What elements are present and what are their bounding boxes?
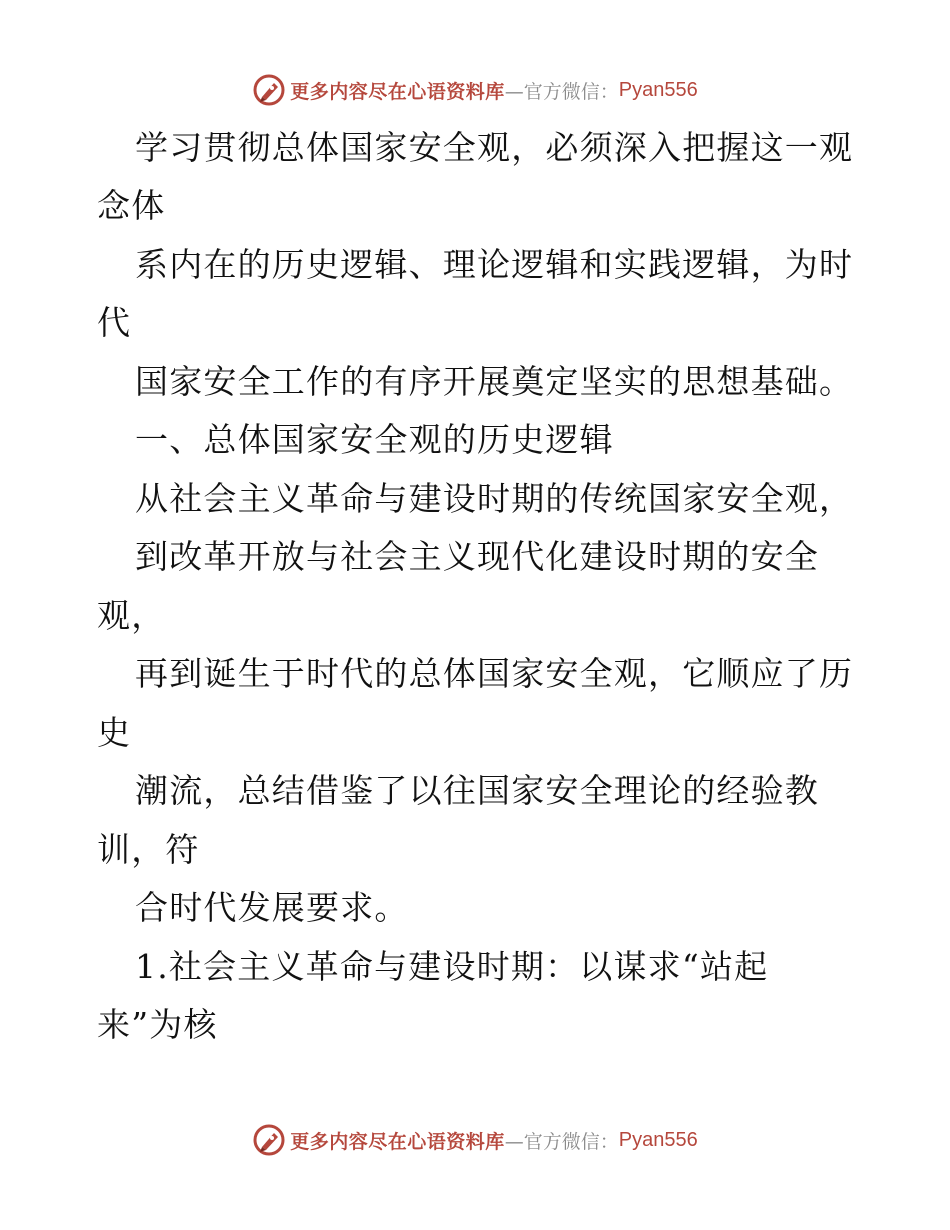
header-watermark-banner bbox=[0, 70, 950, 110]
body-line: 来”为核 bbox=[97, 1005, 218, 1044]
body-line: 史 bbox=[97, 713, 132, 752]
body-line: 学习贯彻总体国家安全观，必须深入把握这一观 bbox=[135, 128, 854, 167]
subsection-heading: 1.社会主义革命与建设时期：以谋求“站起 bbox=[135, 947, 769, 986]
body-line: 念体 bbox=[97, 186, 166, 225]
body-line: 从社会主义革命与建设时期的传统国家安全观， bbox=[135, 479, 854, 518]
body-line: 系内在的历史逻辑、理论逻辑和实践逻辑，为时 bbox=[135, 245, 854, 284]
body-line: 训，符 bbox=[97, 830, 200, 869]
banner-wechat-label: —官方微信： bbox=[504, 1130, 619, 1153]
banner-title: 更多内容尽在心语资料库 bbox=[290, 80, 505, 103]
section-heading: 一、总体国家安全观的历史逻辑 bbox=[135, 420, 614, 459]
body-line: 再到诞生于时代的总体国家安全观，它顺应了历 bbox=[135, 654, 854, 693]
footer-watermark-banner bbox=[0, 1120, 950, 1160]
body-line: 代 bbox=[97, 303, 132, 342]
banner-wechat-id: Pyan556 bbox=[618, 78, 698, 101]
body-line: 合时代发展要求。 bbox=[135, 888, 409, 927]
body-line: 潮流，总结借鉴了以往国家安全理论的经验教 bbox=[135, 771, 819, 810]
banner-wechat-id: Pyan556 bbox=[618, 1128, 698, 1151]
body-line: 到改革开放与社会主义现代化建设时期的安全 bbox=[135, 537, 819, 576]
body-line: 国家安全工作的有序开展奠定坚实的思想基础。 bbox=[135, 362, 854, 401]
pen-logo-icon bbox=[252, 73, 286, 107]
banner-title: 更多内容尽在心语资料库 bbox=[290, 1130, 505, 1153]
banner-wechat-label: —官方微信： bbox=[504, 80, 619, 103]
pen-logo-icon bbox=[252, 1123, 286, 1157]
body-line: 观， bbox=[97, 596, 166, 635]
